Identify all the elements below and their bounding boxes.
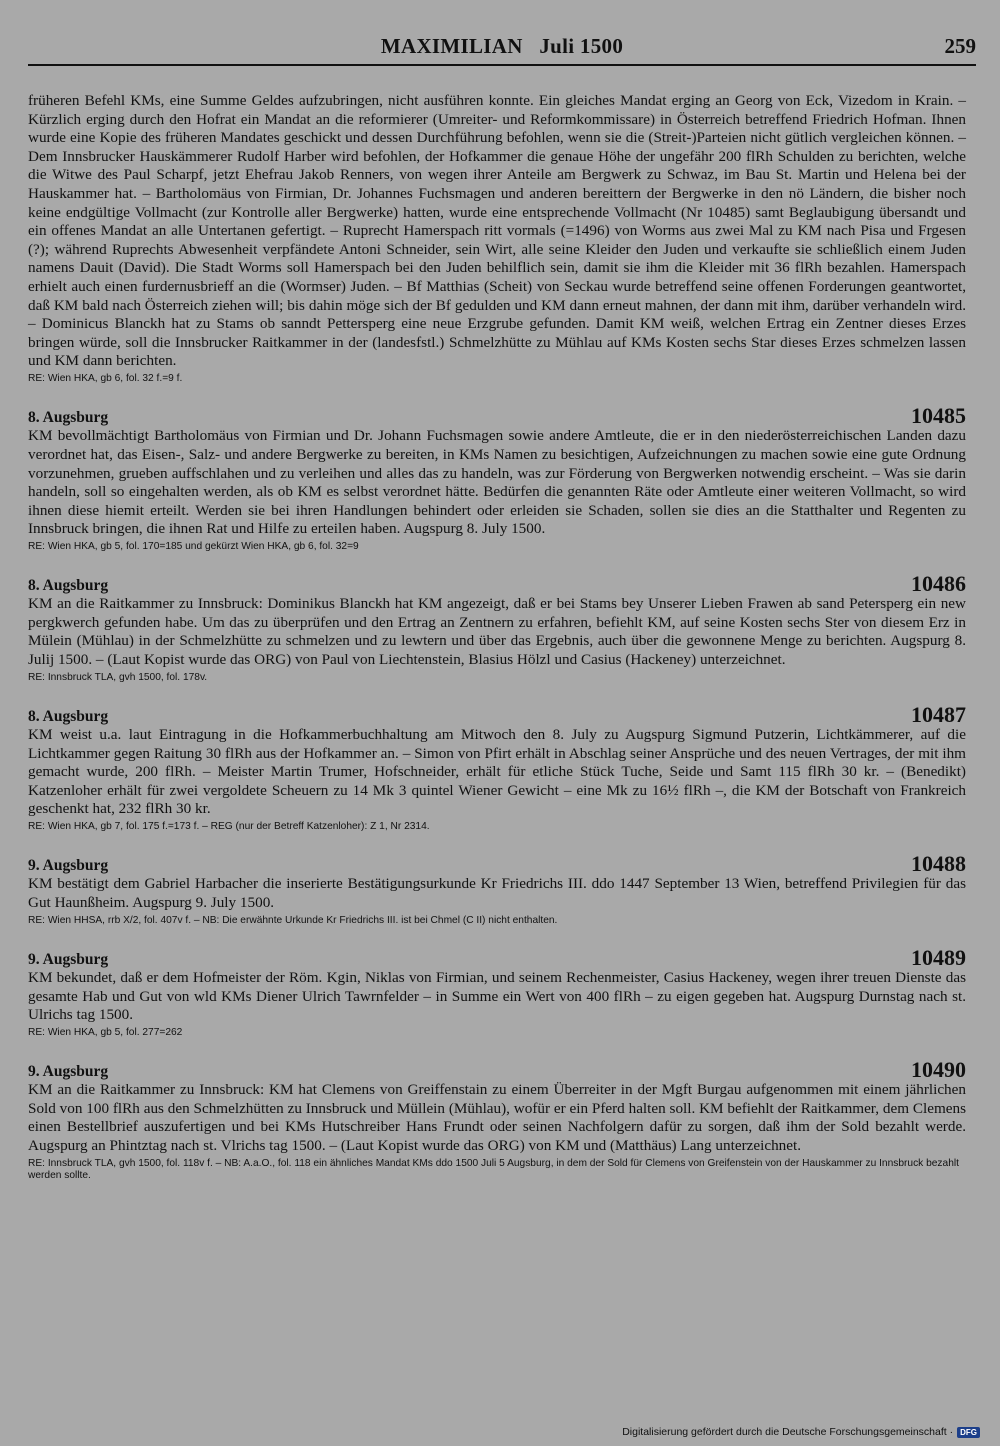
- entry-text: KM bestätigt dem Gabriel Harbacher die inserierte Bestätigungsurkunde Kr Friedrichs III. ddo 1447 September 13 Wien, betreffend Privilegien für das Gut Haunßheim. Augspurg 9. July 1500.: [28, 875, 966, 912]
- entry-10489: [28, 945, 966, 1039]
- entry-heading: [28, 403, 966, 429]
- entry-date-place: 9. Augsburg: [28, 1063, 109, 1081]
- header-rule: [28, 64, 976, 66]
- entry-10490: [28, 1057, 966, 1182]
- entry-text: KM an die Raitkammer zu Innsbruck: KM hat Clemens von Greiffenstain zu einem Überreiter in der Mgft Burgau aufgenommen mit einem jährlichen Sold von 100 flRh aus den Schmelzhütten zu Innsbruck und Müllein (Mühlau), wofür er ein Pferd halten soll. KM befiehlt der Raitkammer, dem Clemens einen Bestellbrief auszufertigen und bei KMs Hutschreiber Hans Frundt oder seinen Nachfolgern dafür zu sorgen, daß ihm der Sold bezahlt werde. Augspurg an Phintztag nach st. Vlrichs tag 1500. – (Laut Kopist wurde das ORG) von KM und (Matthäus) Lang unterzeichnet.: [28, 1081, 966, 1154]
- entry-source: RE: Innsbruck TLA, gvh 1500, fol. 118v f. – NB: A.a.O., fol. 118 ein ähnliches Mandat KMs ddo 1500 Juli 5 Augsburg, in dem der Sold für Clemens von Greifenstein von der Hauskammer zu Innsbruck bezahlt werden sollte.: [28, 1157, 959, 1181]
- entry-date-place: 9. Augsburg: [28, 951, 109, 969]
- continued-entry-source: RE: Wien HKA, gb 6, fol. 32 f.=9 f.: [28, 372, 183, 384]
- entry-date-place: 9. Augsburg: [28, 857, 109, 875]
- page-number: 259: [944, 34, 976, 58]
- entry-heading: [28, 571, 966, 597]
- footer-text: Digitalisierung gefördert durch die Deutsche Forschungsgemeinschaft ·: [622, 1426, 954, 1438]
- entry-heading: [28, 945, 966, 971]
- entry-source: RE: Wien HKA, gb 7, fol. 175 f.=173 f. – REG (nur der Betreff Katzenloher): Z 1, Nr 2314.: [28, 821, 430, 833]
- entry-date-place: 8. Augsburg: [28, 708, 109, 726]
- entry-source: RE: Wien HKA, gb 5, fol. 170=185 und gekürzt Wien HKA, gb 6, fol. 32=9: [28, 540, 359, 552]
- entry-date-place: 8. Augsburg: [28, 409, 109, 427]
- entry-number: 10490: [911, 1057, 966, 1083]
- dfg-logo: DFG: [957, 1427, 980, 1438]
- entry-number: 10488: [911, 851, 966, 877]
- entry-heading: [28, 851, 966, 877]
- entry-text: KM bevollmächtigt Bartholomäus von Firmian und Dr. Johann Fuchsmagen sowie andere Amtleute, die er in den niederösterreichischen Landen dazu verordnet hat, das Eisen-, Salz- und andere Bergwerke zu bereiten, in KMs Namen zu besichtigen, Aufzeichnungen zu machen sowie eine gute Ordnung vorzunehmen, grueben auffschlahen und zu verleihen und alles das zu handeln, was zur Förderung von Bergwerken notwendig erscheint. – Was sie darin handeln, soll so eingehalten werden, als ob KM es selbst verordnet hätte. Bedürfen die genannten Räte oder Amtleute einer weiteren Vollmacht, so wird ihnen diese hiemit erteilt. Werden sie bei ihren Handlungen behindert oder erleiden sie Schaden, sollen sie dies an die Statthalter und Regenten zu Innsbruck bringen, die ihnen Rat und Hilfe zu erteilen haben. Augspurg 8. July 1500.: [28, 427, 966, 538]
- entry-heading: [28, 1057, 966, 1083]
- continued-entry: [28, 92, 966, 385]
- entry-source: RE: Wien HKA, gb 5, fol. 277=262: [28, 1026, 183, 1038]
- entry-number: 10486: [911, 571, 966, 597]
- entry-number: 10489: [911, 945, 966, 971]
- entry-heading: [28, 702, 966, 728]
- entry-10486: [28, 571, 966, 684]
- entry-date-place: 8. Augsburg: [28, 577, 109, 595]
- entry-text: KM weist u.a. laut Eintragung in die Hofkammerbuchhaltung am Mitwoch den 8. July zu Augspurg Sigmund Putzerin, Lichtkämmerer, auf die Lichtkammer gegen Raitung 30 flRh aus der Hofkammer an. – Simon von Pfirt erhält in Abschlag seiner Ansprüche und des neuen Vertrages, der mit ihm gemacht wurde, 200 flRh. – Meister Martin Trumer, Hofschneider, erhält für etliche Stück Tuche, Seide und Samt 115 flRh 30 kr. – (Benedikt) Katzenloher erhält für zwei vergoldete Scheuern zu 14 Mk 3 quintel Wiener Gewicht – eine Mk zu 16½ flRh –, die KM der Botschaft von Frankreich geschenkt hat, 232 flRh 30 kr.: [28, 726, 966, 818]
- entry-source: RE: Wien HHSA, rrb X/2, fol. 407v f. – NB: Die erwähnte Urkunde Kr Friedrichs III. ist bei Chmel (C II) nicht enthalten.: [28, 914, 558, 926]
- continued-entry-text: früheren Befehl KMs, eine Summe Geldes aufzubringen, nicht ausführen konnte. Ein gleiches Mandat erging an Georg von Eck, Vizedom in Krain. – Kürzlich erging durch den Hofrat ein Mandat an die reformierer (Umreiter- und Reformkommissare) in Österreich betreffend Friedrich Hofman. Ihnen wurde eine Kopie des früheren Mandates geschickt und dessen Durchführung befohlen, wenn sie die (Streit-)Parteien nicht gütlich vergleichen können. – Dem Innsbrucker Hauskämmerer Rudolf Harber wird befohlen, der Hofkammer die genaue Höhe der ungefähr 200 flRh Schulden zu berichten, welche die Witwe des Paul Scharpf, jetzt Ehefrau Jakob Renners, von wegen ihrer Anteile am Bergwerk zu Schwaz, im Bau St. Martin und Helena bei der Hauskammer hat. – Bartholomäus von Firmian, Dr. Johannes Fuchsmagen und anderen bereittern der Bergwerke in den nö Ländern, die bisher noch keine endgültige Vollmacht (zur Kontrolle aller Bergwerke) hatten, wurde eine entsprechende Vollmacht (Nr 10485) samt Beglaubigung übersandt und ein offenes Mandat an alle Untertanen gefertigt. – Ruprecht Hamerspach ritt vormals (=1496) von Worms aus zwei Mal zu KM nach Pisa und Frgesen (?); während Ruprechts Abwesenheit verpfändete Antoni Schneider, sein Wirt, alle seine Kleider den Juden und verkaufte sie schließlich einem Juden namens Dauit (David). Die Stadt Worms soll Hamerspach bei den Juden behilflich sein, damit sie ihm die Kleider mit 36 flRh bezahlen. Hamerspach erhielt auch einen furdernusbrieff an die (Wormser) Juden. – Bf Matthias (Scheit) von Seckau wurde betreffend seine offenen Forderungen geantwortet, daß KM bald nach Österreich ziehen will; bis dahin möge sich der Bf gedulden und KM dann erneut mahnen, der dann mit ihm, darüber verhandeln wird. – Dominicus Blanckh hat zu Stams ob sanndt Pettersperg eine neue Erzgrube gefunden. Damit KM weiß, welchen Ertrag ein Zentner dieses Erzes bringen würde, soll die Innsbrucker Raitkammer in der (landesfstl.) Schmelzhütte zu Mühlau auf KMs Kosten sechs Star dieses Erzes schmelzen lassen und KM dann berichten.: [28, 92, 966, 370]
- digitization-footer: [622, 1426, 980, 1438]
- entry-text: KM an die Raitkammer zu Innsbruck: Dominikus Blanckh hat KM angezeigt, daß er bei Stams bey Unserer Lieben Frawen ab sand Petersperg ein new pergkwerch gefunden habe. Um das zu überprüfen und den Ertrag an Zentnern zu erfahren, befiehlt KM, auf seine Kosten sechs Ster von diesem Erz in Mülein (Mühlau) in der Schmelzhütte zu schmelzen und zu lewtern und über das Ergebnis, auch über die gewonnene Menge zu berichten. Augspurg 8. Julij 1500. – (Laut Kopist wurde das ORG) von Paul von Liechtenstein, Blasius Hölzl und Casius (Hackeney) unterzeichnet.: [28, 595, 966, 669]
- entry-source: RE: Innsbruck TLA, gvh 1500, fol. 178v.: [28, 671, 208, 683]
- entry-10485: [28, 403, 966, 553]
- entry-10487: [28, 702, 966, 833]
- entry-text: KM bekundet, daß er dem Hofmeister der Röm. Kgin, Niklas von Firmian, und seinem Rechenmeister, Casius Hackeney, wegen ihrer treuen Dienste das gesamte Hab und Gut von wld KMs Diener Ulrich Tawrnfelder – in Summe ein Wert von 400 flRh – zu eigen gegeben hat. Augspurg Durnstag nach st. Ulrichs tag 1500.: [28, 969, 966, 1024]
- running-title: MAXIMILIAN Juli 1500: [380, 34, 624, 58]
- entry-10488: [28, 851, 966, 927]
- entry-number: 10487: [911, 702, 966, 728]
- running-header: [28, 34, 976, 64]
- entry-number: 10485: [911, 403, 966, 429]
- page-content: [28, 92, 966, 1182]
